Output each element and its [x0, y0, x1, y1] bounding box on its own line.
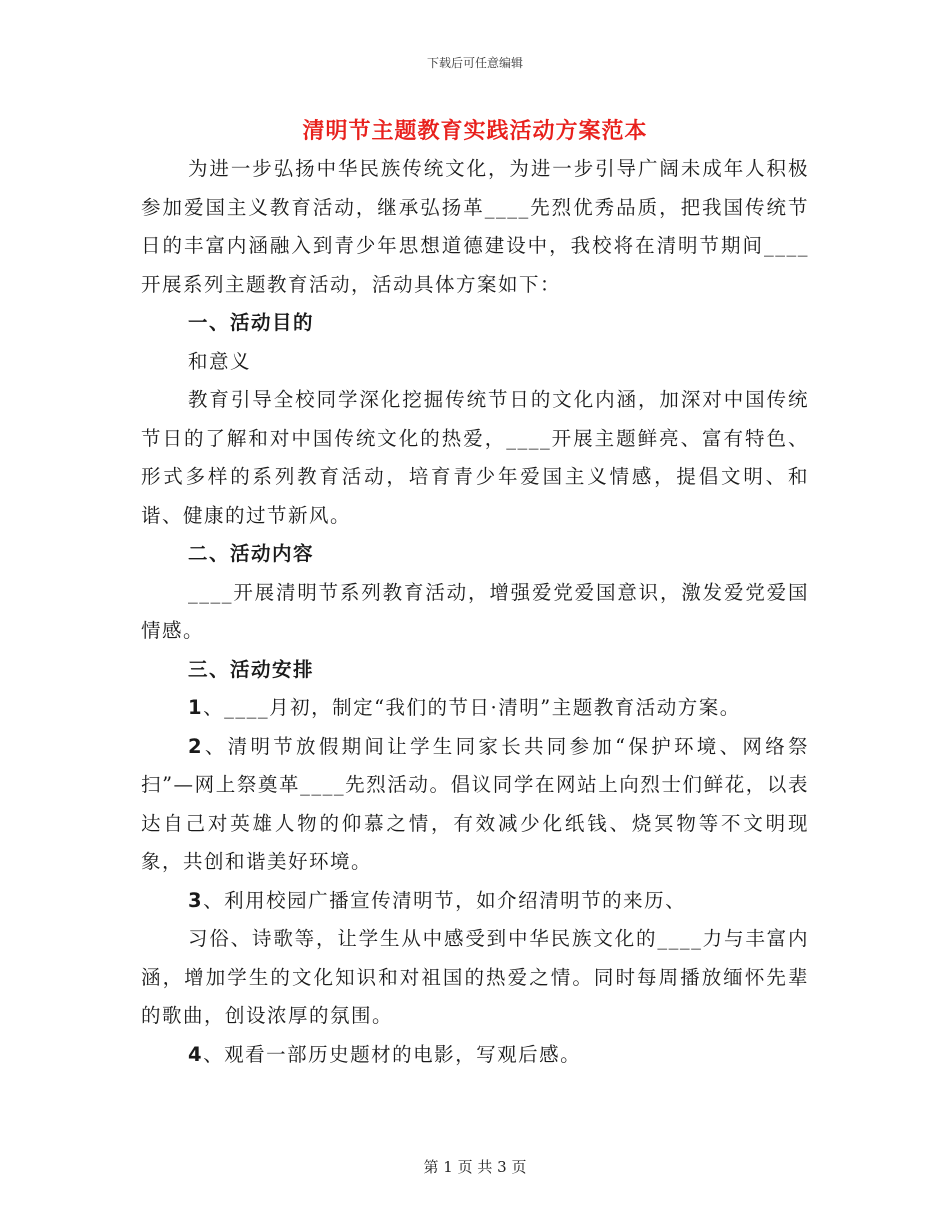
- arrangement-item: [141, 1036, 809, 1075]
- page-header-note: 下载后可任意编辑: [426, 56, 523, 70]
- section-2-heading: 二、活动内容: [188, 542, 315, 565]
- section-1-heading: 一、活动目的: [188, 311, 315, 334]
- section-1-subheading: 和意义: [188, 349, 252, 373]
- item-text: 、观看一部历史题材的电影，写观后感。: [203, 1042, 582, 1066]
- page-footer-number: 第 1 页 共 3 页: [423, 1158, 527, 1176]
- arrangement-item: [141, 689, 809, 728]
- section-1-paragraph: 教育引导全校同学深化挖掘传统节日的文化内涵，加深对中国传统节日的了解和对中国传统文化的热爱，____开展主题鲜亮、富有特色、形式多样的系列教育活动，培育青少年爱国主义情感，提倡文明、和谐、健康的过节新风。: [141, 388, 809, 527]
- arrangement-item-continued: [141, 920, 809, 1036]
- item-text: 习俗、诗歌等，让学生从中感受到中华民族文化的____力与丰富内涵，增加学生的文化知识和对祖国的热爱之情。同时每周播放缅怀先辈的歌曲，创设浓厚的氛围。: [141, 927, 809, 1027]
- item-number: 3: [188, 888, 204, 912]
- intro-paragraph: 为进一步弘扬中华民族传统文化，为进一步引导广阔未成年人积极参加爱国主义教育活动，继承弘扬革____先烈优秀品质，把我国传统节日的丰富内涵融入到青少年思想道德建设中，我校将在清明节期间____开展系列主题教育活动，活动具体方案如下：: [141, 157, 809, 296]
- item-text: 、清明节放假期间让学生同家长共同参加“保护环境、网络祭扫”—网上祭奠革____先烈活动。倡议同学在网站上向烈士们鲜花，以表达自己对英雄人物的仰慕之情，有效减少化纸钱、烧冥物等不文明现象，共创和谐美好环境。: [141, 734, 809, 873]
- arrangement-item: [141, 882, 809, 921]
- item-number: 4: [188, 1042, 204, 1066]
- document-body: [141, 150, 809, 1074]
- arrangement-item: [141, 728, 809, 882]
- section-2-paragraph: ____开展清明节系列教育活动，增强爱党爱国意识，激发爱党爱国情感。: [141, 580, 809, 642]
- item-text: 、利用校园广播宣传清明节，如介绍清明节的来历、: [203, 888, 687, 912]
- item-text: 、____月初，制定“我们的节日·清明”主题教育活动方案。: [203, 696, 741, 719]
- item-number: 2: [188, 734, 204, 758]
- item-number: 1: [188, 696, 204, 719]
- document-title: 清明节主题教育实践活动方案范本: [302, 119, 648, 144]
- section-3-heading: 三、活动安排: [188, 657, 315, 681]
